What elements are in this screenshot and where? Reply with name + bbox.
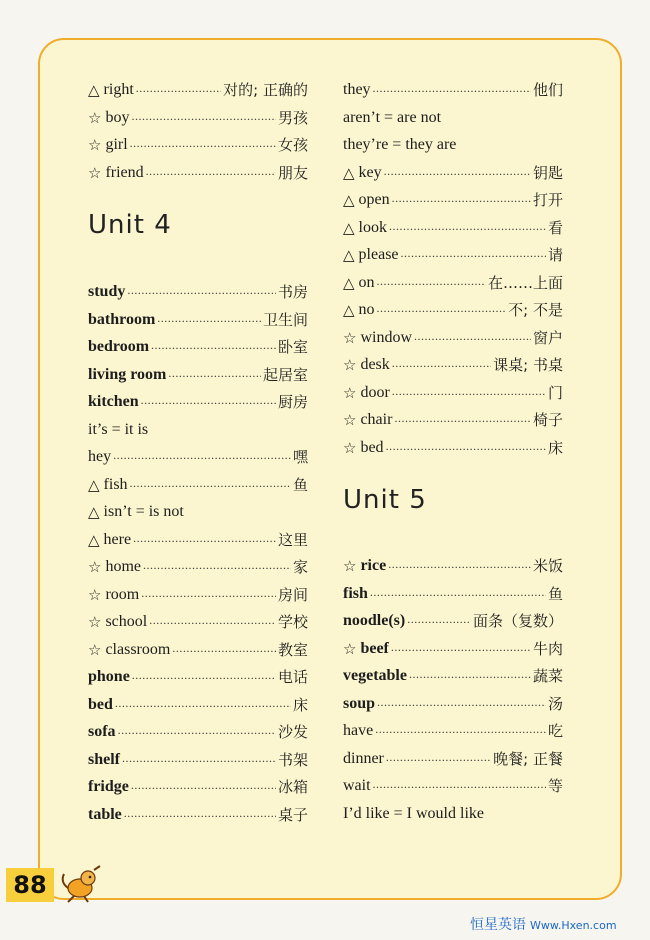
chinese-meaning: 晚餐; 正餐 [493, 749, 563, 768]
vocab-entry [88, 553, 308, 577]
chinese-meaning: 等 [547, 777, 563, 795]
chinese-meaning: 这里 [277, 530, 308, 549]
dot-leader [132, 665, 276, 685]
english-word: vegetable [343, 667, 407, 684]
english-word: table [88, 805, 122, 823]
dot-leader [394, 408, 531, 428]
star-icon: ☆ [343, 411, 357, 429]
english-word: room [105, 585, 140, 603]
vocab-entry [343, 159, 563, 183]
vocab-entry [343, 379, 563, 403]
unit-heading: Unit 4 [88, 210, 172, 240]
dot-leader [124, 803, 276, 823]
dot-leader [386, 436, 546, 456]
english-word: here [103, 530, 132, 548]
english-word: classroom [105, 640, 171, 658]
dot-leader [377, 692, 546, 712]
chinese-meaning: 卫生间 [262, 310, 308, 329]
watermark-brand: 恒星英语 [470, 917, 526, 933]
vocab-entry [343, 690, 563, 714]
vocab-entry [88, 361, 308, 385]
vocab-entry [88, 581, 308, 605]
vocab-entry [343, 745, 563, 769]
dot-leader [168, 363, 261, 383]
dot-leader [401, 243, 546, 263]
vocab-entry [343, 607, 563, 631]
english-word: school [105, 613, 148, 630]
vocab-entry [343, 351, 563, 375]
triangle-icon: △ [343, 191, 355, 209]
chinese-meaning: 看 [547, 218, 563, 237]
vocab-entry [343, 214, 563, 238]
triangle-icon: △ [88, 475, 100, 494]
english-word: it’s = it is [88, 420, 149, 438]
dot-leader [141, 583, 276, 603]
dot-leader [131, 775, 276, 795]
star-icon: ☆ [343, 356, 357, 374]
dot-leader [127, 280, 276, 300]
english-word: boy [105, 108, 130, 126]
star-icon: ☆ [88, 136, 102, 154]
dot-leader [136, 78, 221, 98]
english-word: isn’t = is not [103, 503, 184, 520]
dot-leader [373, 774, 546, 794]
chinese-meaning: 打开 [532, 191, 563, 209]
dot-leader [370, 582, 546, 602]
chinese-meaning: 请 [547, 246, 563, 264]
english-word: phone [88, 668, 130, 685]
vocab-entry [343, 800, 563, 824]
chinese-meaning: 房间 [277, 585, 308, 604]
chinese-meaning: 桌子 [277, 805, 308, 824]
star-icon: ☆ [88, 558, 102, 576]
chinese-meaning: 课桌; 书桌 [493, 356, 563, 374]
chinese-meaning: 面条（复数） [472, 612, 563, 630]
english-word: kitchen [88, 393, 139, 410]
vocab-entry [343, 296, 563, 320]
english-word: home [105, 558, 141, 575]
chinese-meaning: 鱼 [547, 584, 563, 603]
chinese-meaning: 门 [547, 383, 563, 402]
vocab-entry [88, 663, 308, 687]
english-word: I’d like = I would like [343, 804, 484, 822]
english-word: friend [105, 163, 144, 181]
chinese-meaning: 教室 [277, 640, 308, 659]
triangle-icon: △ [88, 81, 100, 99]
chinese-meaning: 嘿 [292, 448, 308, 466]
english-word: soup [343, 694, 376, 712]
dot-leader [130, 133, 276, 153]
vocab-entry [88, 691, 308, 715]
english-word: fish [103, 475, 128, 493]
star-icon: ☆ [343, 557, 357, 575]
star-icon: ☆ [88, 613, 102, 631]
chinese-meaning: 朋友 [277, 163, 308, 182]
english-word: key [358, 163, 382, 181]
dot-leader [392, 381, 546, 401]
dot-leader [149, 610, 276, 630]
english-word: door [360, 383, 390, 401]
english-word: hey [88, 448, 112, 465]
vocab-entry [88, 718, 308, 742]
chinese-meaning: 鱼 [292, 475, 308, 494]
star-icon: ☆ [88, 108, 102, 127]
english-word: on [358, 273, 375, 291]
english-word: bed [88, 695, 113, 713]
english-word: right [103, 81, 134, 98]
english-word: aren’t = are not [343, 108, 442, 126]
triangle-icon: △ [343, 301, 355, 319]
dot-leader [377, 271, 486, 291]
chinese-meaning: 书房 [277, 283, 308, 301]
dot-leader [143, 555, 291, 575]
vocab-entry [88, 278, 308, 302]
vocab-entry [343, 76, 563, 100]
unit-heading: Unit 5 [343, 485, 427, 515]
chinese-meaning: 蔬菜 [532, 667, 563, 685]
vocab-entry [343, 406, 563, 430]
vocab-entry [343, 186, 563, 210]
english-word: dinner [343, 749, 384, 767]
chinese-meaning: 书架 [277, 750, 308, 769]
dot-leader [151, 335, 276, 355]
chinese-meaning: 牛肉 [532, 639, 563, 658]
dot-leader [118, 720, 276, 740]
chinese-meaning: 椅子 [532, 411, 563, 429]
english-word: living room [88, 365, 167, 383]
dot-leader [375, 719, 546, 739]
vocab-entry [343, 104, 563, 128]
chinese-meaning: 米饭 [532, 557, 563, 575]
vocab-entry [88, 306, 308, 330]
english-word: open [358, 191, 390, 208]
english-word: window [360, 328, 413, 346]
star-icon: ☆ [343, 639, 357, 658]
dot-leader [388, 554, 531, 574]
dot-leader [133, 528, 276, 548]
chinese-meaning: 窗户 [532, 328, 563, 347]
watermark-url: Www.Hxen.com [530, 919, 617, 932]
vocab-entry [343, 324, 563, 348]
dot-leader [384, 161, 531, 181]
vocab-entry [343, 552, 563, 576]
vocab-entry [88, 471, 308, 495]
star-icon: ☆ [88, 640, 102, 659]
dot-leader [146, 161, 276, 181]
dot-leader [115, 693, 291, 713]
dot-leader [373, 78, 531, 98]
vocab-entry [88, 131, 308, 155]
english-word: shelf [88, 750, 120, 768]
vocab-entry [88, 801, 308, 825]
dot-leader [407, 609, 471, 629]
vocab-entry [88, 498, 308, 522]
english-word: girl [105, 136, 128, 153]
english-word: look [358, 218, 387, 236]
dot-leader [131, 106, 276, 126]
english-word: they [343, 81, 371, 98]
vocab-entry [88, 388, 308, 412]
chinese-meaning: 吃 [547, 722, 563, 740]
star-icon: ☆ [88, 585, 102, 604]
vocab-entry [343, 241, 563, 265]
vocab-entry [343, 717, 563, 741]
english-word: no [358, 301, 375, 318]
chinese-meaning: 在……上面 [487, 273, 563, 292]
vocab-entry [343, 434, 563, 458]
vocab-entry [343, 772, 563, 796]
dot-leader [157, 308, 261, 328]
vocab-entry [88, 76, 308, 100]
vocab-entry [88, 636, 308, 660]
vocab-entry [88, 746, 308, 770]
site-watermark [470, 914, 617, 934]
vocab-entry [88, 416, 308, 440]
vocab-entry [88, 159, 308, 183]
chinese-meaning: 不; 不是 [508, 301, 563, 319]
dot-leader [391, 637, 531, 657]
vocab-entry [88, 526, 308, 550]
chinese-meaning: 他们 [532, 81, 563, 99]
chinese-meaning: 卧室 [277, 338, 308, 356]
chinese-meaning: 男孩 [277, 108, 308, 127]
triangle-icon: △ [343, 163, 355, 182]
triangle-icon: △ [343, 273, 355, 292]
vocab-entry [88, 443, 308, 467]
chinese-meaning: 女孩 [277, 136, 308, 154]
chinese-meaning: 家 [292, 558, 308, 576]
english-word: beef [360, 639, 389, 657]
chinese-meaning: 对的; 正确的 [223, 81, 308, 99]
chinese-meaning: 冰箱 [277, 778, 308, 796]
english-word: rice [360, 557, 387, 574]
chinese-meaning: 起居室 [262, 365, 308, 384]
dot-leader [130, 473, 291, 493]
triangle-icon: △ [343, 218, 355, 237]
dot-leader [113, 445, 291, 465]
vocab-entry [343, 269, 563, 293]
dot-leader [392, 188, 531, 208]
star-icon: ☆ [343, 383, 357, 402]
english-word: they’re = they are [343, 136, 457, 153]
english-word: please [358, 246, 399, 263]
vocab-entry [343, 662, 563, 686]
vocab-entry [343, 580, 563, 604]
dot-leader [141, 390, 276, 410]
chinese-meaning: 沙发 [277, 723, 308, 741]
page-number: 88 [6, 868, 54, 902]
english-word: fish [343, 584, 368, 602]
chinese-meaning: 床 [547, 438, 563, 457]
english-word: bedroom [88, 338, 150, 355]
chinese-meaning: 学校 [277, 613, 308, 631]
vocab-entry [88, 773, 308, 797]
chinese-meaning: 电话 [277, 668, 308, 686]
dot-leader [377, 298, 507, 318]
chinese-meaning: 厨房 [277, 393, 308, 411]
vocab-entry [88, 333, 308, 357]
english-word: bathroom [88, 310, 156, 328]
triangle-icon: △ [343, 246, 355, 264]
english-word: have [343, 722, 374, 739]
monkey-mascot-icon [58, 864, 104, 904]
english-word: fridge [88, 778, 129, 795]
english-word: chair [360, 411, 393, 428]
dot-leader [392, 353, 491, 373]
english-word: desk [360, 356, 390, 373]
english-word: sofa [88, 723, 116, 740]
vocab-entry [343, 131, 563, 155]
dot-leader [172, 638, 276, 658]
vocab-entry [88, 608, 308, 632]
english-word: bed [360, 438, 384, 456]
triangle-icon: △ [88, 503, 100, 521]
chinese-meaning: 床 [292, 695, 308, 714]
star-icon: ☆ [88, 163, 102, 182]
dot-leader [414, 326, 531, 346]
star-icon: ☆ [343, 438, 357, 457]
dot-leader [409, 664, 531, 684]
chinese-meaning: 汤 [547, 694, 563, 713]
dot-leader [389, 216, 546, 236]
dot-leader [122, 748, 276, 768]
chinese-meaning: 钥匙 [532, 163, 563, 182]
english-word: noodle(s) [343, 612, 406, 629]
vocab-entry [343, 635, 563, 659]
dot-leader [386, 747, 491, 767]
english-word: study [88, 283, 126, 300]
triangle-icon: △ [88, 530, 100, 549]
star-icon: ☆ [343, 328, 357, 347]
vocab-entry [88, 104, 308, 128]
english-word: wait [343, 777, 371, 794]
